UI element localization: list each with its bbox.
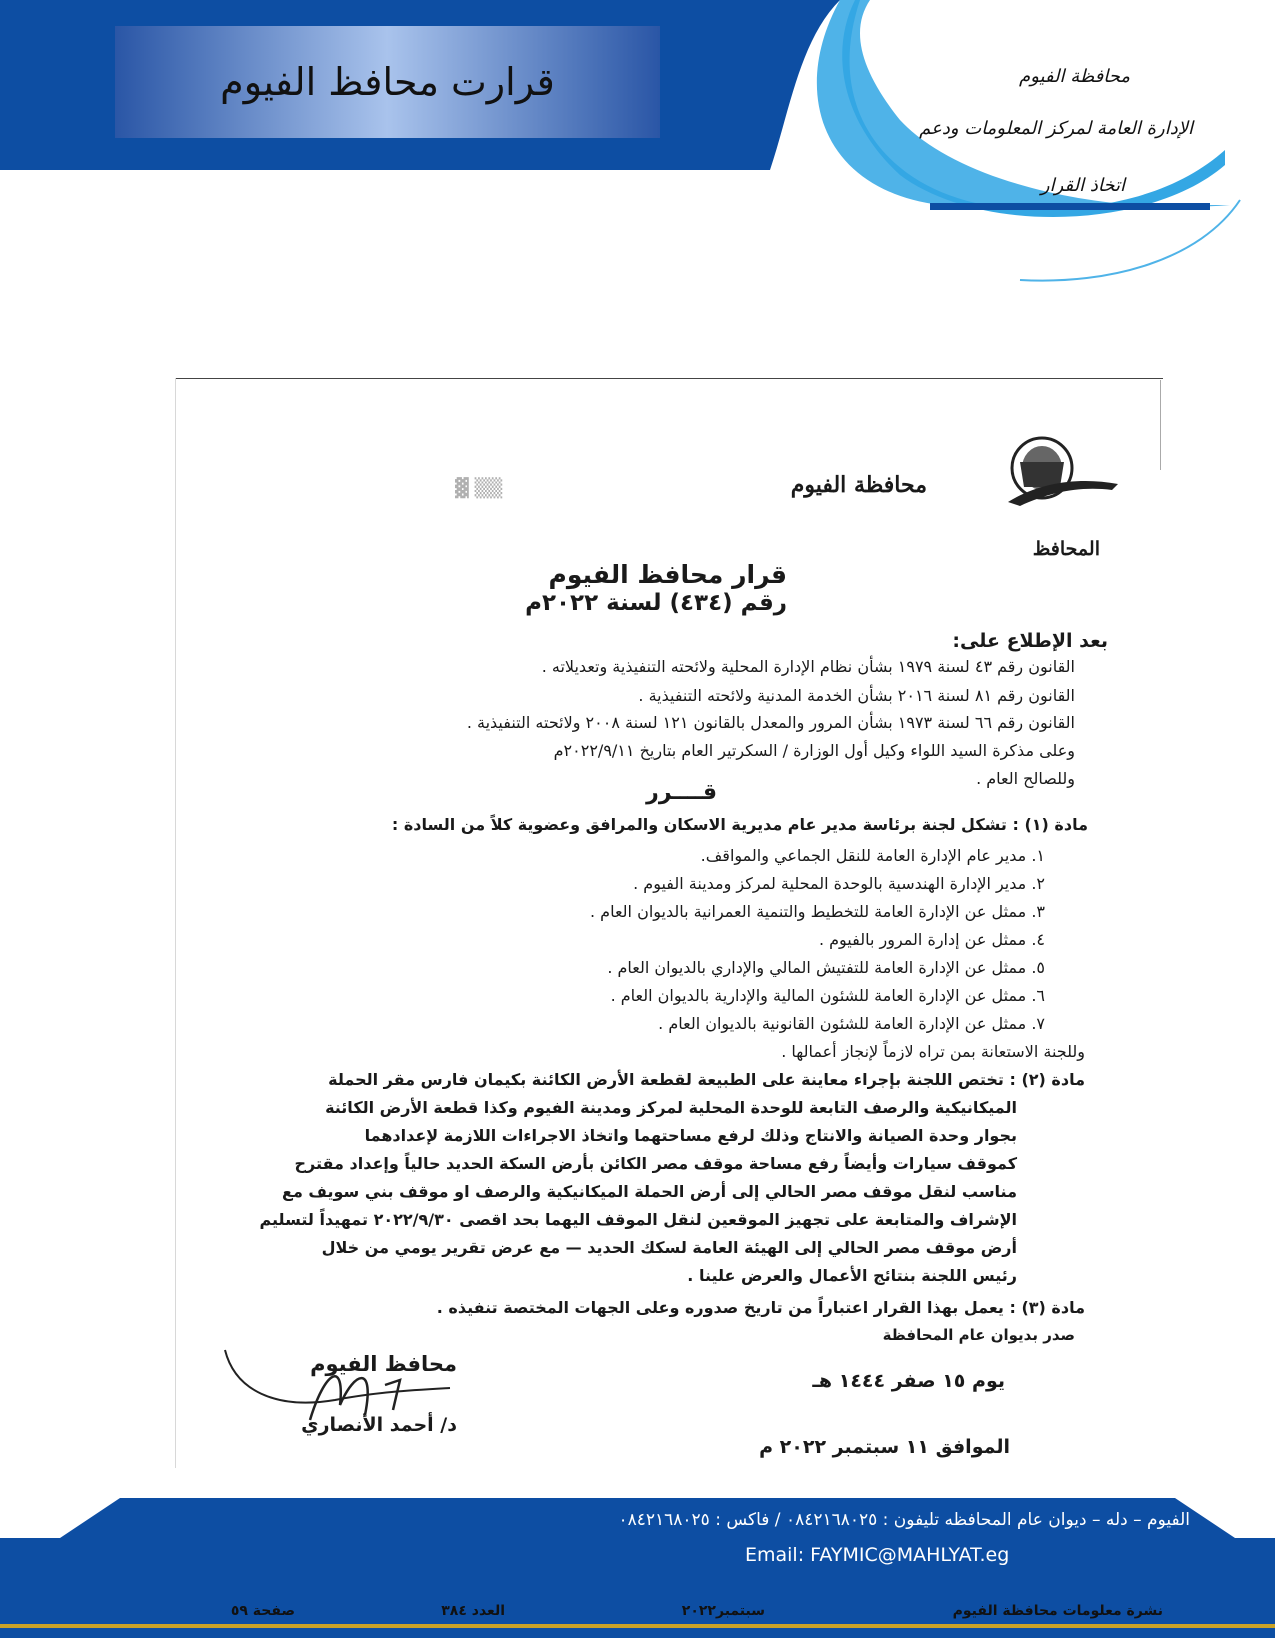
bulletin-name: نشرة معلومات محافظة الفيوم (952, 1603, 1163, 1619)
decision-title: قرار محافظ الفيوم (548, 560, 787, 589)
bulletin-month: سبتمبر٢٠٢٢ (681, 1603, 765, 1619)
banner-title-box (115, 26, 660, 138)
issued-at: صدر بديوان عام المحافظة (882, 1326, 1075, 1344)
article-2-line: مناسب لنقل موقف مصر الحالي إلى أرض الحملة الميكانيكية والرصف او موقف بني سويف مع (282, 1182, 1017, 1201)
scan-top-rule (175, 378, 1163, 379)
article-2-line: كموقف سيارات وأيضاً رفع مساحة موقف مصر الكائن بأرض السكة الحديد حالياً وإعداد مقترح (294, 1154, 1017, 1173)
member-item: ٥. ممثل عن الإدارة العامة للتفتيش المالي والإداري بالديوان العام . (607, 958, 1045, 977)
letter-office: المحافظ (1032, 538, 1100, 560)
article-2-line: رئيس اللجنة بنتائج الأعمال والعرض علينا . (687, 1266, 1017, 1285)
scan-right-edge (1160, 380, 1161, 470)
signatory-title: محافظ الفيوم (310, 1352, 457, 1376)
preamble-line: وللصالح العام . (976, 769, 1075, 788)
article-2-line: مادة (٢) : تختص اللجنة بإجراء معاينة على الطبيعة لقطعة الأرض الكائنة بكيمان فارس مقر الحملة (328, 1070, 1085, 1089)
org-line-3: اتخاذ القرار (1040, 175, 1125, 196)
org-line-2: الإدارة العامة لمركز المعلومات ودعم (919, 118, 1193, 139)
banner-title: قرارت محافظ الفيوم (220, 60, 555, 104)
article-2-line: الميكانيكية والرصف التابعة للوحدة المحلية لمركز ومدينة الفيوم وكذا قطعة الأرض الكائنة (325, 1098, 1017, 1117)
assist-line: وللجنة الاستعانة بمن تراه لازماً لإنجاز أعمالها . (781, 1042, 1085, 1061)
footer-email[interactable]: Email: FAYMIC@MAHLYAT.eg (745, 1544, 1010, 1566)
member-item: ٣. ممثل عن الإدارة العامة للتخطيط والتنمية العمرانية بالديوان العام . (589, 902, 1045, 921)
page-number: صفحة ٥٩ (230, 1603, 295, 1619)
article-2-line: الإشراف والمتابعة على تجهيز الموقعين لنقل الموقف اليهما بحد اقصى ٢٠٢٢/٩/٣٠ تمهيداً لتسليم (259, 1210, 1017, 1229)
preamble-line: القانون رقم ٨١ لسنة ٢٠١٦ بشأن الخدمة المدنية ولائحته التنفيذية . (638, 686, 1075, 705)
member-item: ١. مدير عام الإدارة العامة للنقل الجماعي والمواقف. (700, 846, 1045, 865)
gregorian-date: الموافق ١١ سبتمبر ٢٠٢٢ م (759, 1436, 1010, 1458)
bulletin-issue: العدد ٣٨٤ (441, 1603, 505, 1619)
article-1: مادة (١) : تشكل لجنة برئاسة مدير عام مديرية الاسكان والمرافق وعضوية كلاً من السادة : (391, 815, 1088, 834)
member-item: ٦. ممثل عن الإدارة العامة للشئون المالية والإدارية بالديوان العام . (610, 986, 1045, 1005)
member-item: ٧. ممثل عن الإدارة العامة للشئون القانونية بالديوان العام . (658, 1014, 1045, 1033)
governorate-emblem-icon (1000, 432, 1120, 507)
article-3: مادة (٣) : يعمل بهذا القرار اعتباراً من تاريخ صدوره وعلى الجهات المختصة تنفيذه . (436, 1298, 1085, 1317)
preamble-line: وعلى مذكرة السيد اللواء وكيل أول الوزارة / السكرتير العام بتاريخ ٢٠٢٢/٩/١١م (553, 741, 1075, 760)
preamble-line: القانون رقم ٦٦ لسنة ١٩٧٣ بشأن المرور والمعدل بالقانون ١٢١ لسنة ٢٠٠٨ ولائحته التنفيذية . (466, 713, 1075, 732)
letter-gov-name: محافظة الفيوم (790, 472, 927, 498)
faint-stamp-mark: ▒▒ ▓ (455, 478, 503, 499)
scan-left-edge (175, 378, 176, 1468)
article-2-line: بجوار وحدة الصيانة والانتاج وذلك لرفع مساحتهما واتخاذ الاجراءات اللازمة لإعدادهما (364, 1126, 1017, 1145)
org-line-1: محافظة الفيوم (1019, 66, 1130, 87)
member-item: ٢. مدير الإدارة الهندسية بالوحدة المحلية لمركز ومدينة الفيوم . (633, 874, 1045, 893)
signatory-name: د/ أحمد الأنصاري (301, 1414, 457, 1436)
preamble-heading: بعد الإطلاع على: (952, 630, 1108, 652)
member-item: ٤. ممثل عن إدارة المرور بالفيوم . (818, 930, 1045, 949)
footer-address: الفيوم – دله – ديوان عام المحافظه تليفون : ٠٨٤٢١٦٨٠٢٥ / فاكس : ٠٨٤٢١٦٨٠٢٥ (618, 1510, 1190, 1530)
preamble-line: القانون رقم ٤٣ لسنة ١٩٧٩ بشأن نظام الإدارة المحلية ولائحته التنفيذية وتعديلاته . (541, 657, 1075, 676)
decision-number: رقم (٤٣٤) لسنة ٢٠٢٢م (525, 590, 787, 616)
decided-heading: قــــرر (646, 780, 717, 805)
hijri-date: يوم ١٥ صفر ١٤٤٤ هـ (812, 1370, 1005, 1392)
article-2-line: أرض موقف مصر الحالي إلى الهيئة العامة لسكك الحديد — مع عرض تقرير يومي من خلال (321, 1238, 1017, 1257)
